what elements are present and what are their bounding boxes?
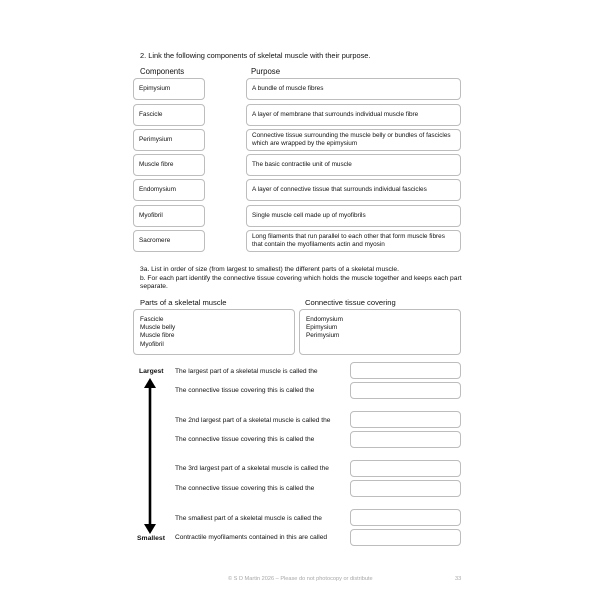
list-item: Myofibril [140,340,164,348]
list-item: Muscle fibre [140,332,175,340]
answer-box[interactable] [350,431,461,448]
parts-header: Parts of a skeletal muscle [140,298,227,307]
purpose-box[interactable]: The basic contractile unit of muscle [246,154,461,176]
question-line: The 2nd largest part of a skeletal muscle is called the [175,417,331,424]
copyright-notice: © S D Martin 2026 – Please do not photocopy or distribute [228,576,373,582]
instruction-b: b. For each part identify the connective tissue covering which holds the muscle together and keeps each part separate. [140,274,462,291]
question-2-title: 2. Link the following components of skeletal muscle with their purpose. [140,51,371,60]
component-box[interactable]: Fascicle [133,104,205,126]
largest-label: Largest [139,368,164,375]
components-header: Components [140,67,185,76]
list-item: Epimysium [306,324,338,332]
list-item: Muscle belly [140,324,176,332]
tissue-header: Connective tissue covering [305,298,396,307]
list-item: Fascicle [140,316,164,323]
question-line: The largest part of a skeletal muscle is called the [175,368,318,375]
component-box[interactable]: Epimysium [133,78,205,100]
question-line: The 3rd largest part of a skeletal muscle is called the [175,465,329,472]
question-line: The connective tissue covering this is called the [175,436,315,443]
smallest-label: Smallest [137,535,165,542]
answer-box[interactable] [350,460,461,477]
purpose-box[interactable]: Connective tissue surrounding the muscle belly or bundles of fascicles which are wrapped by the epimysium [246,129,461,151]
purpose-box[interactable]: Single muscle cell made up of myofibrils [246,205,461,227]
component-box[interactable]: Perimysium [133,129,205,151]
question-line: The smallest part of a skeletal muscle is called the [175,515,322,522]
answer-box[interactable] [350,529,461,546]
answer-box[interactable] [350,382,461,399]
tissue-list-box [299,309,461,355]
component-box[interactable]: Sacromere [133,230,205,252]
question-3-instructions [140,266,470,292]
page-number: 33 [455,576,462,582]
parts-list-box [133,309,295,355]
size-arrow-icon [140,378,160,534]
list-item: Endomysium [306,316,343,323]
purpose-header: Purpose [251,67,281,76]
purpose-box[interactable]: A layer of connective tissue that surrounds individual fascicles [246,179,461,201]
answer-box[interactable] [350,362,461,379]
list-item: Perimysium [306,332,340,340]
instruction-a: 3a. List in order of size (from largest to smallest) the different parts of a skeletal muscle. [140,266,399,273]
component-box[interactable]: Muscle fibre [133,154,205,176]
component-box[interactable]: Myofibril [133,205,205,227]
question-line: Contractile myofilaments contained in this are called [175,534,328,541]
answer-box[interactable] [350,509,461,526]
question-line: The connective tissue covering this is called the [175,485,315,492]
purpose-box[interactable]: Long filaments that run parallel to each other that form muscle fibres that contain the myofilaments actin and myosin [246,230,461,252]
question-line: The connective tissue covering this is called the [175,387,315,394]
purpose-box[interactable]: A bundle of muscle fibres [246,78,461,100]
answer-box[interactable] [350,411,461,428]
answer-box[interactable] [350,480,461,497]
component-box[interactable]: Endomysium [133,179,205,201]
purpose-box[interactable]: A layer of membrane that surrounds individual muscle fibre [246,104,461,126]
